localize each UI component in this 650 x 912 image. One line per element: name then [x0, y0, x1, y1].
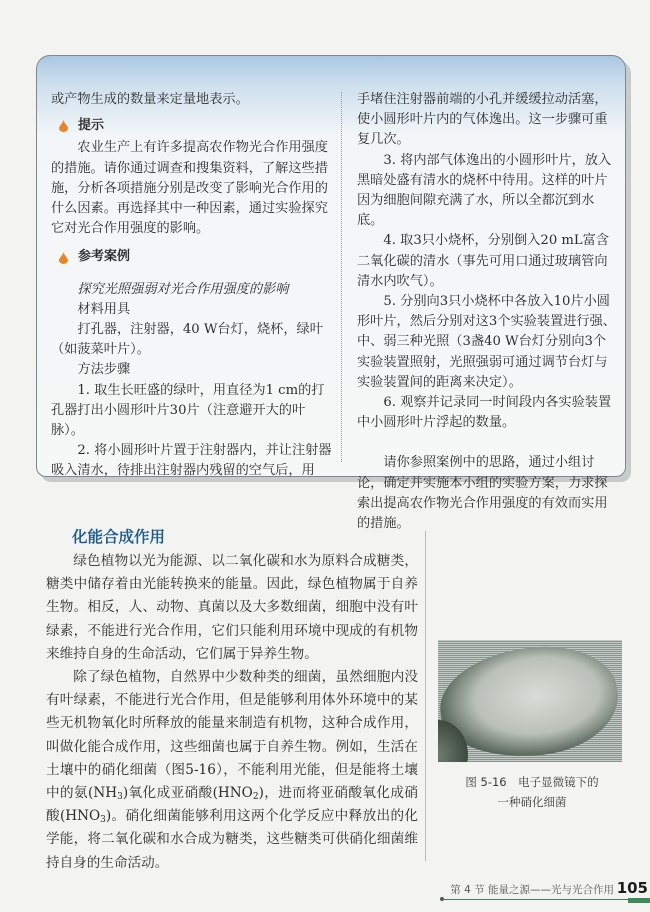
page-number: 105 — [616, 879, 648, 897]
step-2: 2. 将小圆形叶片置于注射器内，并让注射器吸入清水，待排出注射器内残留的空气后，用 — [51, 443, 332, 479]
figure-caption — [440, 772, 624, 812]
materials-label: 材料用具 — [77, 301, 131, 317]
orange-drop-icon — [59, 252, 68, 264]
tip-heading-label: 提示 — [78, 118, 105, 134]
tip-heading — [59, 116, 337, 136]
column-divider — [341, 92, 342, 462]
activity-box — [36, 55, 626, 532]
activity-right-column — [357, 90, 619, 534]
step-4: 4. 取3只小烧杯，分别倒入20 mL富含二氧化碳的清水（事先可用口通过玻璃管向清水内吹气）。 — [357, 233, 610, 289]
paragraph-2: 除了绿色植物，自然界中少数种类的细菌，虽然细胞内没有叶绿素，不能进行光合作用，但是能够利用体外环境中的某些无机物氧化时所释放的能量来制造有机物，这种合成作用，叫做化能合成作用，这些细菌也属于自养生物。例如，生活在土壤中的硝化细菌（图5-16），不能利用光能，但是能将土壤中的氨$(NH_3)$氧化成亚硝酸$(HNO_2)$，进而将亚硝酸氧化成硝酸$(HNO_3)$。硝化细菌能够利用这两个化学反应中释放出的化学能，将二氧化碳和水合成为糖类，这些糖类可供硝化细菌维持自身的生命活动。 — [46, 669, 418, 871]
continuation-text: 或产物生成的数量来定量地表示。 — [51, 92, 249, 107]
orange-drop-icon — [59, 120, 68, 132]
caption-line-2: 一种硝化细菌 — [497, 795, 567, 809]
materials-text: 打孔器，注射器，40 W台灯，烧杯，绿叶（如菠菜叶片）。 — [51, 322, 323, 358]
paragraph-1: 绿色植物以光为能源、以二氧化碳和水为原料合成糖类，糖类中储存着由光能转换来的能量。因此，绿色植物属于自养生物。相反，人、动物、真菌以及大多数细菌，细胞中没有叶绿素，不能进行光合作用，它们只能利用环境中现成的有机物来维持自身的生命活动，它们属于异养生物。 — [46, 553, 418, 662]
case-heading-label: 参考案例 — [78, 249, 131, 265]
activity-left-column — [51, 90, 337, 482]
method-label: 方法步骤 — [77, 362, 131, 378]
case-title: 探究光照强弱对光合作用强度的影响 — [77, 281, 289, 297]
caption-line-1: 图 5-16 电子显微镜下的 — [465, 775, 599, 789]
nitrifying-bacteria-micrograph — [438, 640, 622, 762]
step-3: 3. 将内部气体逸出的小圆形叶片，放入黑暗处盛有清水的烧杯中待用。这样的叶片因为细胞间隙充满了水，所以全都沉到水底。 — [357, 152, 612, 229]
page-tab-marker — [628, 898, 650, 903]
step-1: 1. 取生长旺盛的绿叶，用直径为1 cm的打孔器打出小圆形叶片30片（注意避开大的叶脉）。 — [51, 382, 325, 439]
figure-margin-rule — [425, 531, 426, 861]
section-body — [46, 550, 418, 875]
step-6: 6. 观察并记录同一时间段内各实验装置中小圆形叶片浮起的数量。 — [357, 395, 612, 431]
step-5: 5. 分别向3只小烧杯中各放入10片小圆形叶片，然后分别对这3个实验装置进行强、中、弱三种光照（3盏40 W台灯分别向3个实验装置照射，光照强弱可通过调节台灯与实验装置间的距离来决定）。 — [357, 294, 616, 390]
closing-text: 请你参照案例中的思路，通过小组讨论，确定并实施本小组的实验方案，力求探索出提高农作物光合作用强度的有效而实用的措施。 — [357, 455, 608, 532]
tip-text: 农业生产上有许多提高农作物光合作用强度的措施。请你通过调查和搜集资料，了解这些措施，分析各项措施分别是改变了影响光合作用的什么因素。再选择其中一种因素，通过实验探究它对光合作用强度的影响。 — [51, 140, 328, 237]
step-2-continued: 手堵住注射器前端的小孔并缓缓拉动活塞，使小圆形叶片内的气体逸出。这一步骤可重复几次。 — [357, 92, 608, 148]
running-title: 第 4 节 能量之源——光与光合作用 — [450, 884, 614, 896]
section-title: 化能合成作用 — [72, 528, 166, 546]
case-heading — [59, 247, 337, 267]
footer-rule — [443, 899, 630, 900]
page-footer — [440, 879, 650, 912]
